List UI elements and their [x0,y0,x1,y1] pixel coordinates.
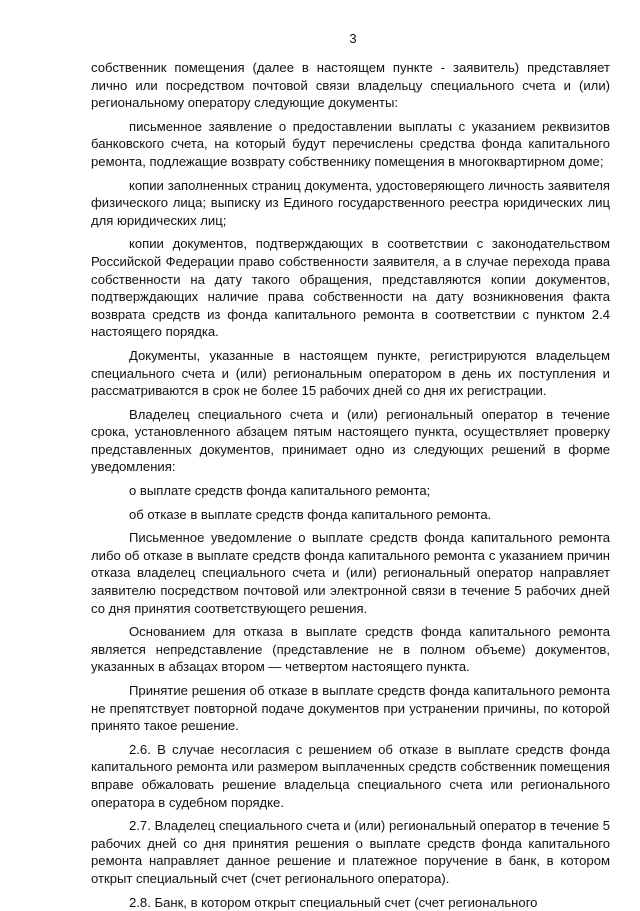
paragraph-11: Принятие решения об отказе в выплате средств фонда капитального ремонта не препятствует повторной подаче документов при устранении причины, по которой принято такое решение. [91,683,610,734]
paragraph-2: письменное заявление о предоставлении выплаты с указанием реквизитов банковского счета, на который будут перечислены средства фонда капитального ремонта, подлежащие возврату собственнику помещения в многоквартирном доме; [91,118,610,169]
paragraph-section-2-8: 2.8. Банк, в котором открыт специальный счет (счет регионального [129,894,538,910]
page-number: 3 [349,31,357,46]
paragraph-9: Письменное уведомление о выплате средств фонда капитального ремонта либо об отказе в выплате средств фонда капитального ремонта с указанием причин отказа владелец специального счета и (или) региональный оператор направляет заявителю посредством почтовой или электронной связи в течение 5 рабочих дней со дня принятия соответствующего решения. [91,530,610,616]
paragraph-8: об отказе в выплате средств фонда капитального ремонта. [129,506,492,522]
paragraph-1: собственник помещения (далее в настоящем пункте - заявитель) представляет лично или посредством почтовой связи владельцу специального счета и (или) региональному оператору следующие документы: [91,60,610,111]
document-body [91,59,610,911]
paragraph-3: копии заполненных страниц документа, удостоверяющего личность заявителя физического лица; выписку из Единого государственного реестра юридических лиц для юридических лиц; [91,177,610,228]
paragraph-7: о выплате средств фонда капитального ремонта; [129,483,431,499]
paragraph-10: Основанием для отказа в выплате средств фонда капитального ремонта является непредставление (представление не в полном объеме) документов, указанных в абзацах втором — четвертом настоящего пункта. [91,624,610,675]
paragraph-6: Владелец специального счета и (или) региональный оператор в течение срока, установленного абзацем пятым настоящего пункта, осуществляет проверку представленных документов, принимает одно из следующих решений в форме уведомления: [91,406,610,475]
paragraph-4: копии документов, подтверждающих в соответствии с законодательством Российской Федерации право собственности заявителя, а в случае перехода права собственности на дату такого обращения, представляются копии документов, подтверждающих наличие права собственности на дату возникновения факта возврата средств из фонда капитального ремонта в соответствии с пунктом 2.4 настоящего порядка. [91,236,610,340]
paragraph-5: Документы, указанные в настоящем пункте, регистрируются владельцем специального счета и (или) региональным оператором в день их поступления и рассматриваются в срок не более 15 рабочих дней со дня их регистрации. [91,347,610,399]
paragraph-section-2-7: 2.7. Владелец специального счета и (или) региональный оператор в течение 5 рабочих дней со дня принятия решения о выплате средств фонда капитального ремонта направляет данное решение и платежное поручение в банк, в котором открыт специальный счет (счет регионального оператора). [91,818,610,886]
paragraph-section-2-6: 2.6. В случае несогласия с решением об отказе в выплате средств фонда капитального ремонта или размером выплаченных средств собственник помещения вправе обжаловать решение владельца специального счета или регионального оператора в судебном порядке. [91,741,610,810]
